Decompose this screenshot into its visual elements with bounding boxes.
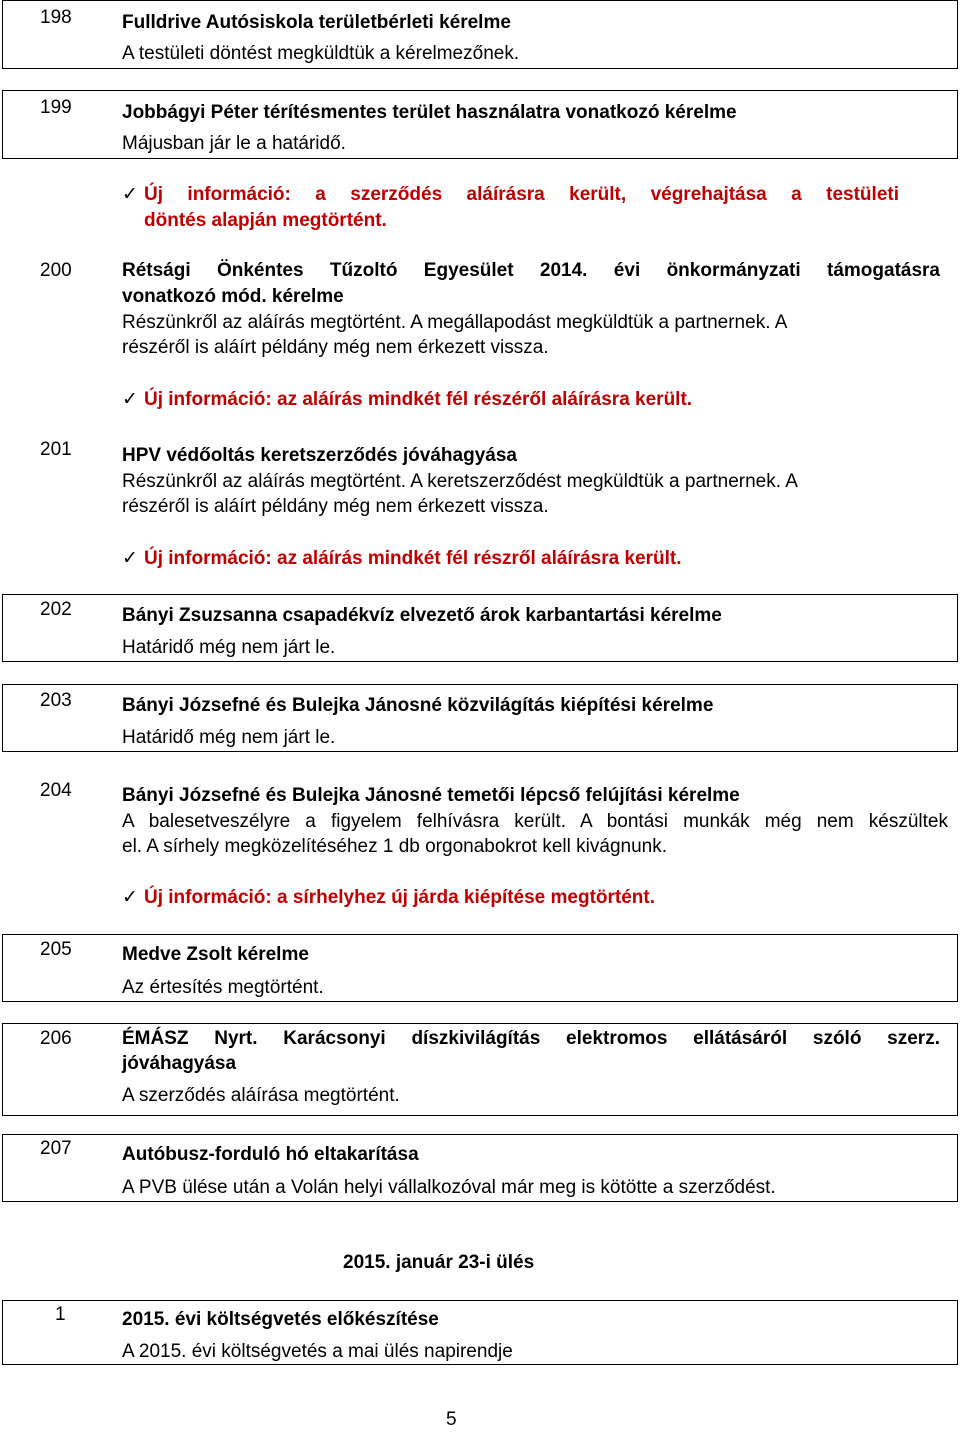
item-status: A balesetveszélyre a figyelem felhívásra került. A bontási munkák még nem készültek (122, 811, 948, 832)
item-number: 207 (40, 1138, 72, 1159)
item-status: Részünkről az aláírás megtörtént. A keretszerződést megküldtük a partnernek. A (122, 471, 798, 492)
page-number: 5 (446, 1409, 457, 1430)
check-icon: ✓ (122, 389, 138, 410)
item-status: részéről is aláírt példány még nem érkezett vissza. (122, 337, 549, 358)
item-number: 205 (40, 939, 72, 960)
update-note: Új információ: az aláírás mindkét fél részéről aláírásra került. (144, 389, 693, 410)
item-title: Bányi Józsefné és Bulejka Jánosné temetői lépcső felújítási kérelme (122, 785, 740, 806)
item-title: Rétsági Önkéntes Tűzoltó Egyesület 2014. évi önkormányzati támogatásra (122, 260, 940, 281)
item-title: Medve Zsolt kérelme (122, 944, 309, 965)
item-title: Bányi Zsuzsanna csapadékvíz elvezető árok karbantartási kérelme (122, 605, 722, 626)
item-status: A PVB ülése után a Volán helyi vállalkozóval már meg is kötötte a szerződést. (122, 1177, 776, 1198)
section-heading: 2015. január 23-i ülés (343, 1252, 535, 1273)
item-title: Autóbusz-forduló hó eltakarítása (122, 1144, 419, 1165)
item-status: Határidő még nem járt le. (122, 637, 336, 658)
item-status: A szerződés aláírása megtörtént. (122, 1085, 400, 1106)
item-number: 1 (55, 1304, 66, 1325)
item-title: HPV védőoltás keretszerződés jóváhagyása (122, 445, 517, 466)
item-number: 200 (40, 260, 72, 281)
item-number: 204 (40, 780, 72, 801)
item-status: részéről is aláírt példány még nem érkezett vissza. (122, 496, 549, 517)
item-title: jóváhagyása (122, 1053, 237, 1074)
item-number: 206 (40, 1028, 72, 1049)
item-status: A 2015. évi költségvetés a mai ülés napirendje (122, 1341, 513, 1362)
update-note: Új információ: a szerződés aláírásra került, végrehajtása a testületi (144, 184, 899, 205)
item-status: A testületi döntést megküldtük a kérelmezőnek. (122, 43, 520, 64)
item-number: 202 (40, 599, 72, 620)
item-title: ÉMÁSZ Nyrt. Karácsonyi díszkivilágítás elektromos ellátásáról szóló szerz. (122, 1028, 940, 1049)
item-number: 199 (40, 97, 72, 118)
check-icon: ✓ (122, 548, 138, 569)
item-status: Részünkről az aláírás megtörtént. A megállapodást megküldtük a partnernek. A (122, 312, 788, 333)
check-icon: ✓ (122, 887, 138, 908)
item-status: Májusban jár le a határidő. (122, 133, 346, 154)
item-status: Az értesítés megtörtént. (122, 977, 324, 998)
update-note: Új információ: a sírhelyhez új járda kiépítése megtörtént. (144, 887, 656, 908)
item-number: 198 (40, 7, 72, 28)
item-status: Határidő még nem járt le. (122, 727, 336, 748)
update-note: döntés alapján megtörtént. (144, 210, 387, 231)
item-title: Bányi Józsefné és Bulejka Jánosné közvilágítás kiépítési kérelme (122, 695, 714, 716)
check-icon: ✓ (122, 184, 138, 205)
update-note: Új információ: az aláírás mindkét fél részről aláírásra került. (144, 548, 682, 569)
item-status: el. A sírhely megközelítéséhez 1 db orgonabokrot kell kivágnunk. (122, 836, 667, 857)
item-number: 203 (40, 690, 72, 711)
item-title: 2015. évi költségvetés előkészítése (122, 1309, 439, 1330)
item-number: 201 (40, 439, 72, 460)
item-title: vonatkozó mód. kérelme (122, 286, 344, 307)
item-title: Fulldrive Autósiskola területbérleti kérelme (122, 12, 511, 33)
item-title: Jobbágyi Péter térítésmentes terület használatra vonatkozó kérelme (122, 102, 737, 123)
